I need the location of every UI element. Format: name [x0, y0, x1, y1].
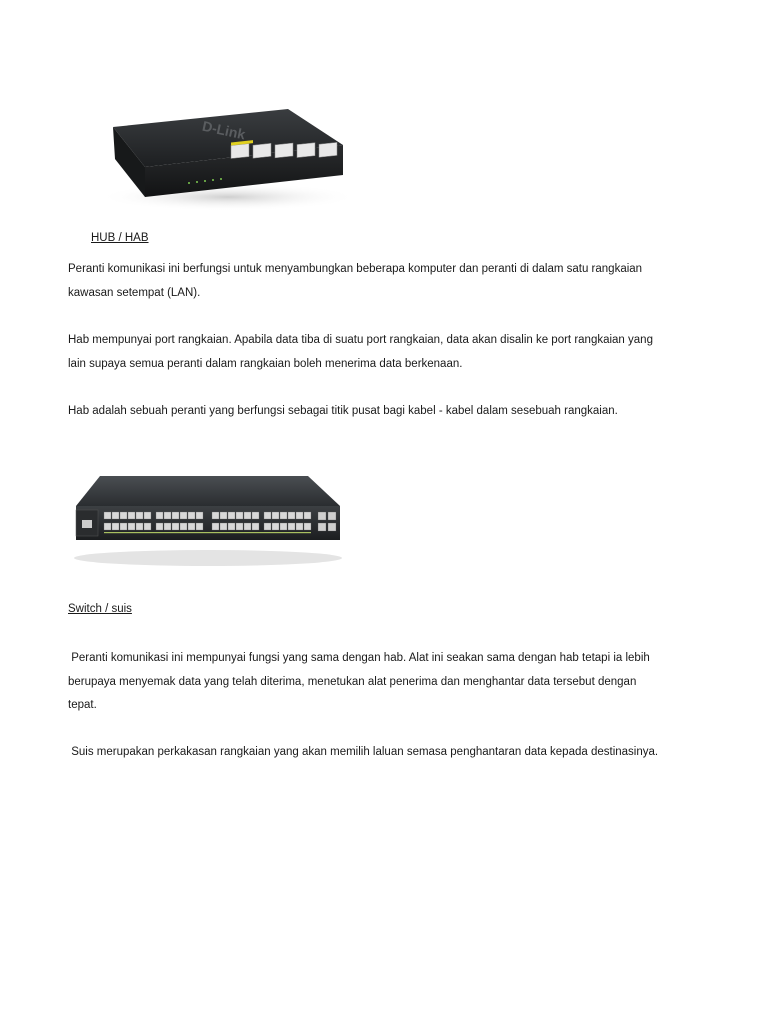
hub-paragraph-1: Peranti komunikasi ini berfungsi untuk menyambungkan beberapa komputer dan peranti di dalam satu rangkaian kawasan setempat (LAN).: [68, 263, 643, 299]
hub-paragraph-3: Hab adalah sebuah peranti yang berfungsi sebagai titik pusat bagi kabel - kabel dalam sesebuah rangkaian.: [68, 405, 618, 417]
hub-device-illustration: [93, 97, 363, 215]
hub-paragraph-2: Hab mempunyai port rangkaian. Apabila data tiba di suatu port rangkaian, data akan disalin ke port rangkaian yang lain supaya semua peranti dalam rangkaian boleh menerima data berkenaan.: [68, 334, 653, 370]
hub-brand-logo: D-Link: [200, 117, 247, 143]
switch-paragraph-1: Peranti komunikasi ini mempunyai fungsi yang sama dengan hab. Alat ini seakan sama dengan hab tetapi ia lebih berupaya menyemak data yang telah diterima, menetukan alat penerima dan menghantar data tersebut dengan tepat.: [68, 652, 653, 711]
switch-device-image: [72, 470, 344, 570]
hub-device-image: [93, 97, 363, 215]
hub-heading: HUB / HAB: [91, 232, 149, 244]
switch-paragraph-2: Suis merupakan perkakasan rangkaian yang akan memilih laluan semasa penghantaran data kepada destinasinya.: [68, 746, 659, 758]
switch-heading: Switch / suis: [68, 603, 132, 615]
switch-device-illustration: [72, 470, 344, 570]
